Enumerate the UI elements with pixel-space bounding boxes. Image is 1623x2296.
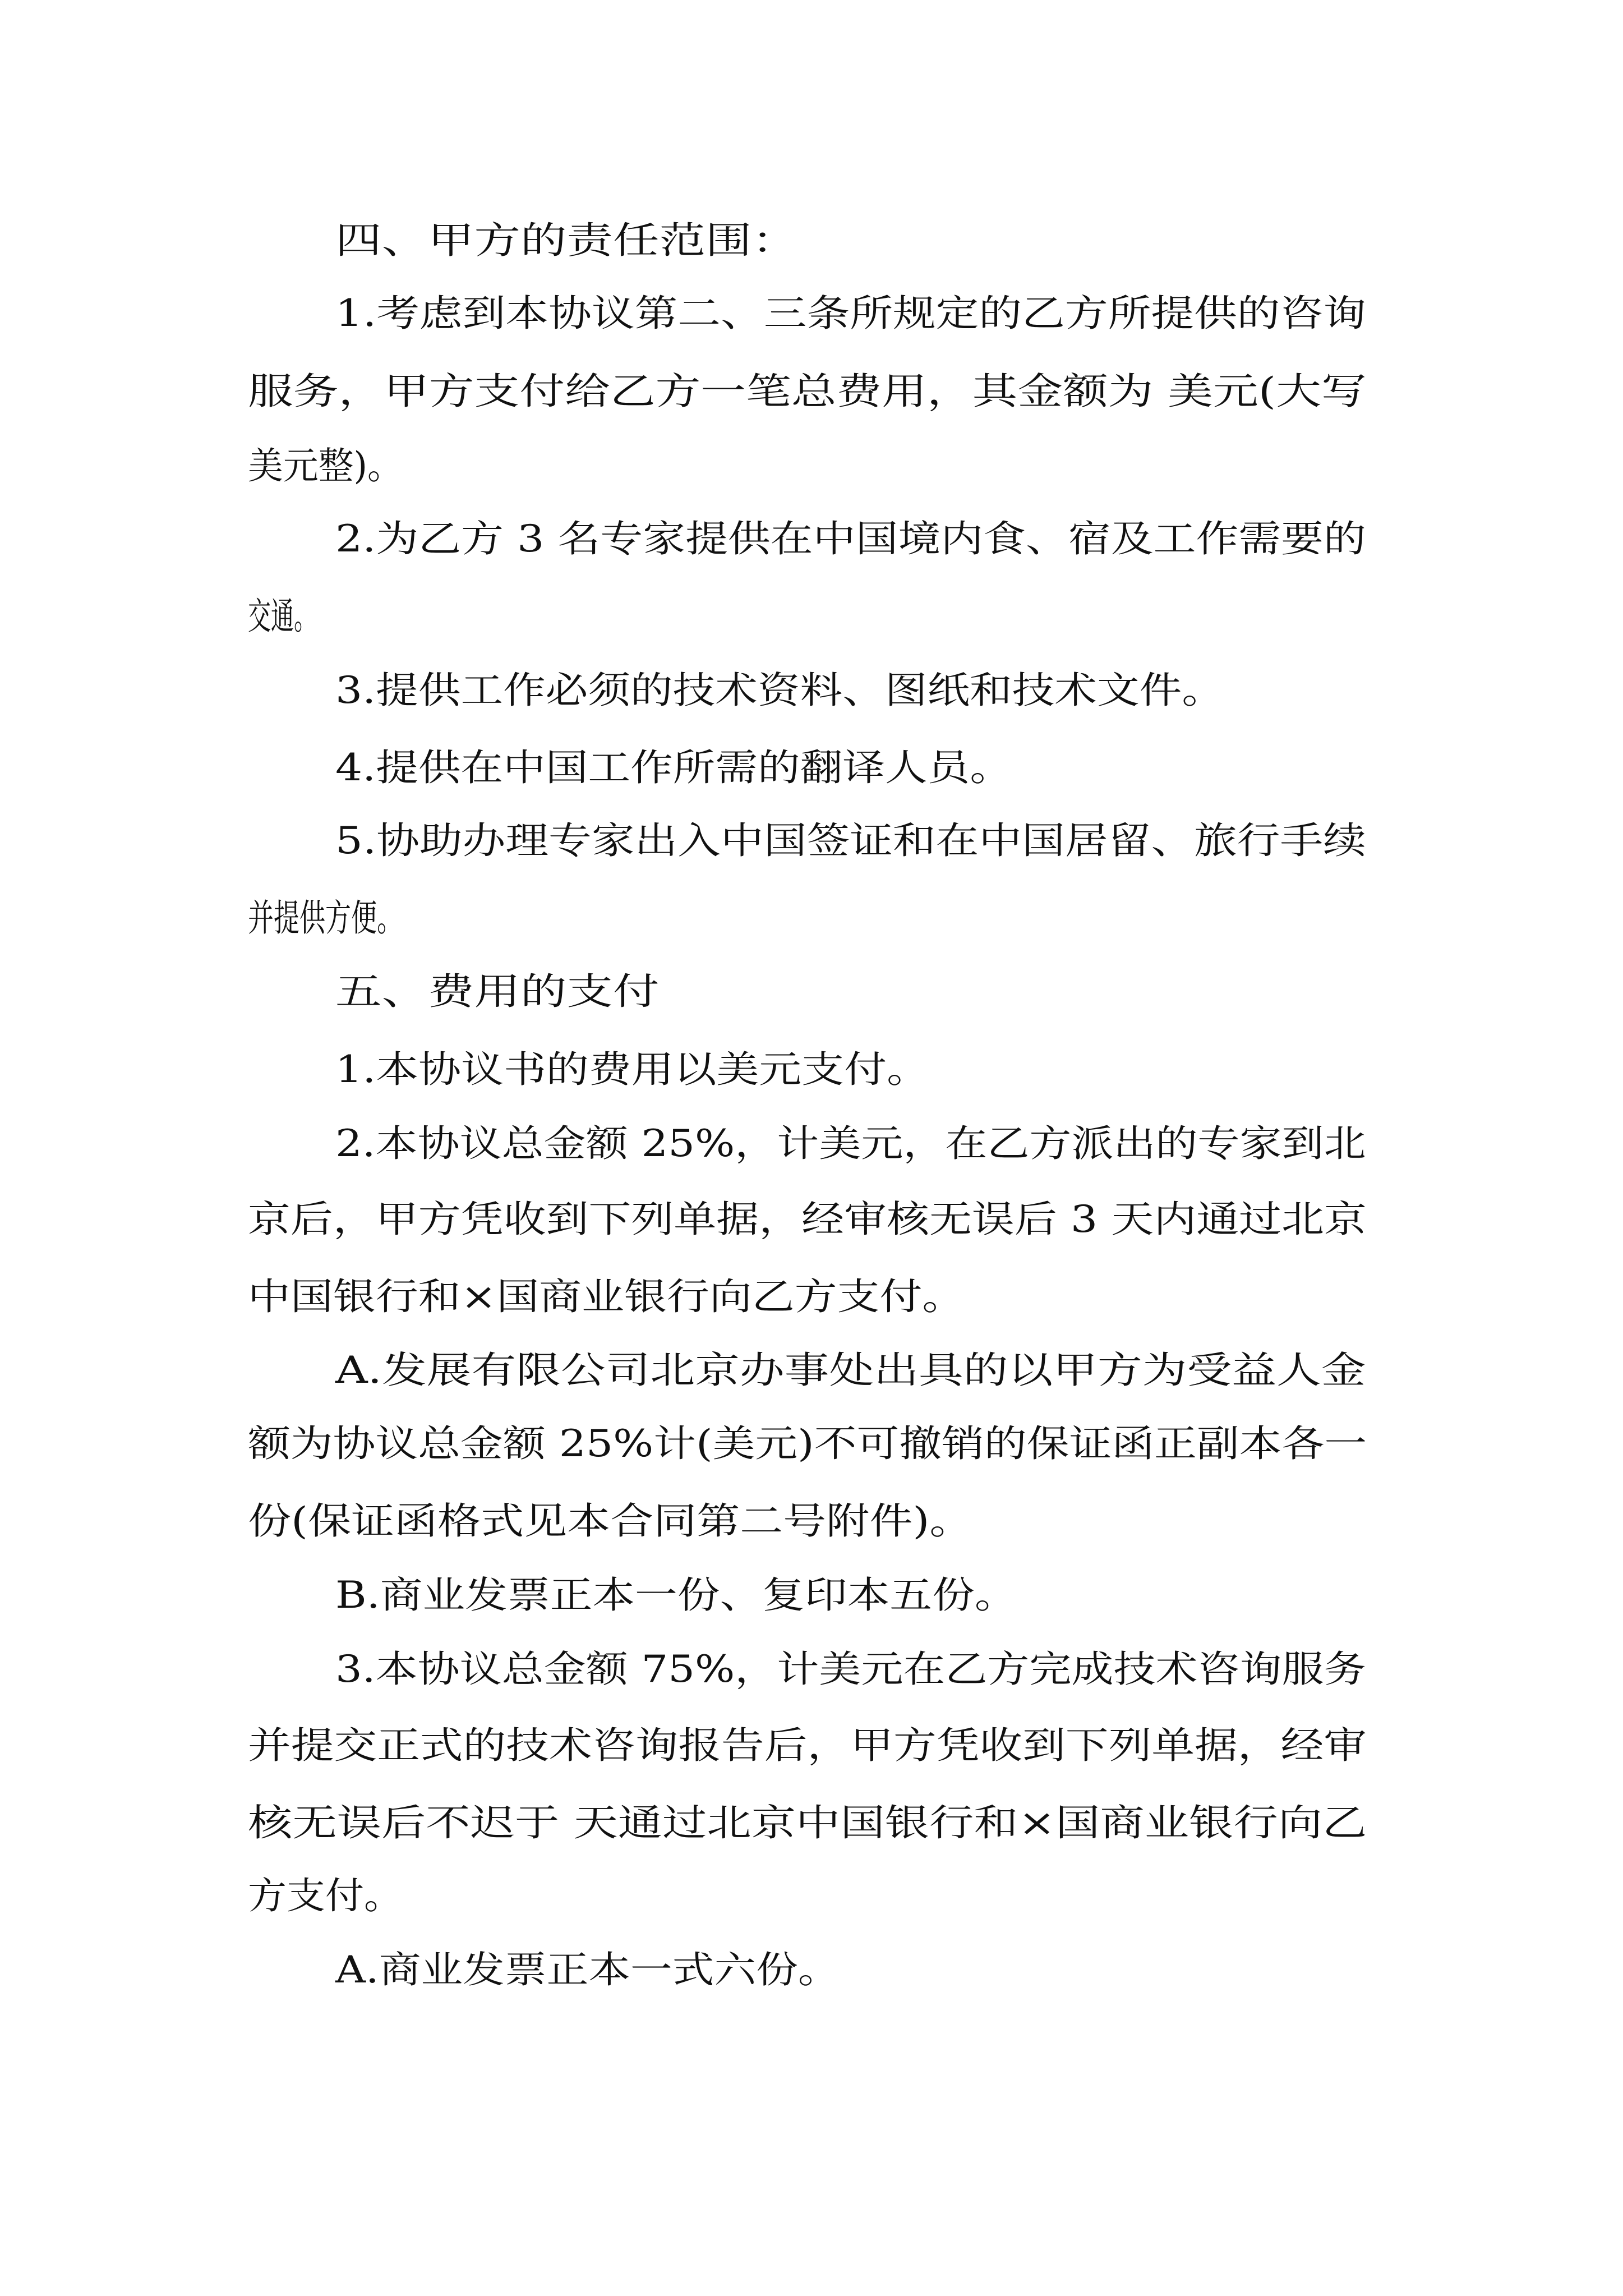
paragraph-line: 1.考虑到本协议第二、三条所规定的乙方所提供的咨询 bbox=[335, 292, 1366, 335]
paragraph-line: 1.本协议书的费用以美元支付。 bbox=[335, 1048, 929, 1091]
paragraph-line: 份(保证函格式见本合同第二号附件)。 bbox=[248, 1499, 973, 1543]
paragraph-line: 5.协助办理专家出入中国签证和在中国居留、旅行手续 bbox=[335, 819, 1366, 862]
paragraph-line: 交通。 bbox=[248, 595, 317, 638]
paragraph-line: 并提交正式的技术咨询报告后，甲方凭收到下列单据，经审 bbox=[248, 1724, 1367, 1767]
paragraph-line: 美元整)。 bbox=[248, 444, 403, 487]
paragraph-line: 2.本协议总金额 25%，计美元，在乙方派出的专家到北 bbox=[335, 1122, 1366, 1165]
paragraph-line: 3.提供工作必须的技术资料、图纸和技术文件。 bbox=[335, 669, 1224, 712]
paragraph-line: 核无误后不迟于 天通过北京中国银行和×国商业银行向乙 bbox=[248, 1801, 1367, 1844]
paragraph-line: 中国银行和×国商业银行向乙方支付。 bbox=[248, 1275, 965, 1318]
paragraph-line: A.发展有限公司北京办事处出具的以甲方为受益人金 bbox=[335, 1349, 1366, 1392]
paragraph-line: 额为协议总金额 25%计(美元)不可撤销的保证函正副本各一 bbox=[248, 1422, 1367, 1465]
section-heading-5: 五、费用的支付 bbox=[335, 970, 660, 1013]
paragraph-line: 3.本协议总金额 75%，计美元在乙方完成技术咨询服务 bbox=[335, 1648, 1366, 1691]
paragraph-line: 方支付。 bbox=[248, 1874, 403, 1917]
paragraph-line: 京后，甲方凭收到下列单据，经审核无误后 3 天内通过北京 bbox=[248, 1198, 1367, 1241]
paragraph-line: 服务，甲方支付给乙方一笔总费用，其金额为 美元(大写 bbox=[248, 370, 1367, 413]
paragraph-line: B.商业发票正本一份、复印本五份。 bbox=[335, 1573, 1017, 1617]
paragraph-line: 并提供方便。 bbox=[248, 896, 403, 940]
paragraph-line: 2.为乙方 3 名专家提供在中国境内食、宿及工作需要的 bbox=[335, 517, 1366, 560]
paragraph-line: 4.提供在中国工作所需的翻译人员。 bbox=[335, 746, 1012, 789]
paragraph-line: A.商业发票正本一式六份。 bbox=[335, 1948, 840, 1991]
section-heading-4: 四、甲方的责任范围： bbox=[335, 219, 798, 262]
